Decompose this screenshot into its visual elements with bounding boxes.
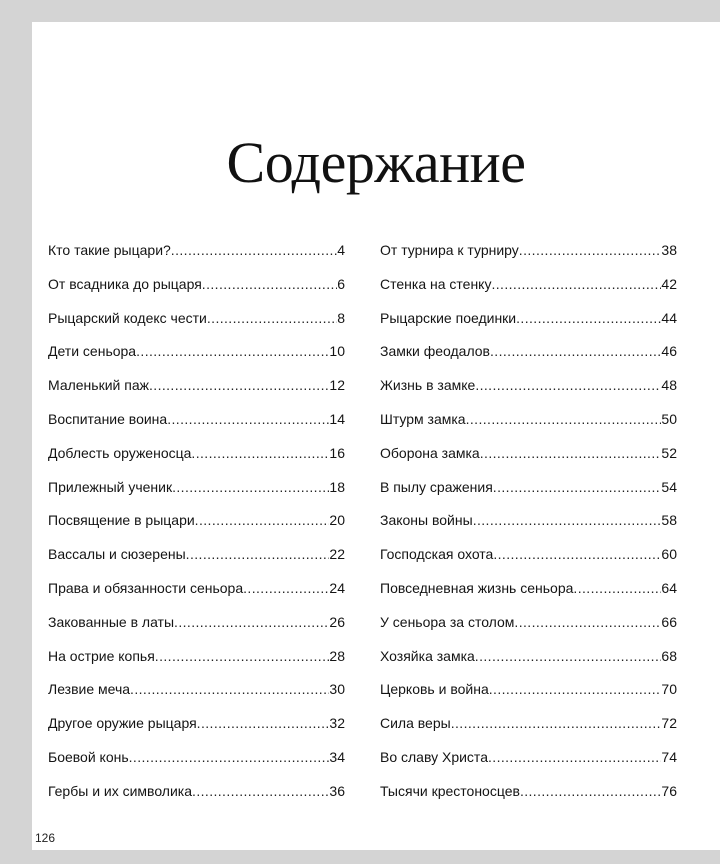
toc-entry-label: От всадника до рыцаря: [48, 275, 202, 292]
toc-entry[interactable]: [48, 640, 345, 674]
toc-entry[interactable]: [380, 437, 677, 471]
toc-entry[interactable]: [48, 268, 345, 302]
toc-entry-label: Воспитание воина: [48, 410, 168, 427]
toc-entry-label: Законы войны: [380, 512, 473, 529]
toc-leader-dots: [155, 640, 330, 674]
toc-entry[interactable]: [380, 775, 677, 809]
toc-entry-label: У сеньора за столом: [380, 613, 515, 630]
toc-leader-dots: [480, 437, 662, 471]
toc-entry-label: В пылу сражения: [380, 478, 493, 495]
toc-leader-dots: [489, 673, 662, 707]
toc-entry-label: Рыцарские поединки: [380, 309, 517, 326]
toc-entry-label: Вассалы и сюзерены: [48, 546, 186, 563]
toc-entry-label: Прилежный ученик: [48, 478, 173, 495]
toc-entry-label: Штурм замка: [380, 410, 466, 427]
toc-entry[interactable]: [48, 775, 345, 809]
toc-leader-dots: [174, 606, 329, 640]
toc-leader-dots: [186, 538, 330, 572]
toc-entry-page: 46: [661, 343, 677, 360]
toc-entry-page: 76: [661, 782, 677, 799]
toc-leader-dots: [451, 707, 662, 741]
toc-entry-label: На острие копья: [48, 647, 155, 664]
toc-entry-page: 4: [337, 242, 345, 258]
toc-entry[interactable]: [380, 335, 677, 369]
toc-entry-page: 32: [329, 715, 345, 732]
toc-entry[interactable]: [380, 504, 677, 538]
toc-leader-dots: [195, 504, 330, 538]
toc-entry[interactable]: [380, 673, 677, 707]
toc-entry-label: Маленький паж: [48, 377, 149, 394]
toc-leader-dots: [573, 572, 661, 606]
toc-entry-page: 24: [329, 579, 345, 596]
toc-entry[interactable]: [380, 234, 677, 268]
toc-entry-label: Стенка на стенку: [380, 275, 492, 292]
toc-entry[interactable]: [380, 707, 677, 741]
toc-entry-page: 14: [329, 410, 345, 427]
toc-right-column: [380, 234, 677, 809]
toc-entry-label: Другое оружие рыцаря: [48, 715, 197, 732]
toc-leader-dots: [197, 707, 330, 741]
toc-leader-dots: [202, 268, 337, 302]
toc-entry-label: Рыцарский кодекс чести: [48, 309, 207, 326]
toc-entry-page: 20: [329, 512, 345, 529]
toc-leader-dots: [129, 741, 330, 775]
toc-entry-label: Доблесть оруженосца: [48, 444, 192, 461]
toc-entry-page: 48: [661, 377, 677, 394]
toc-entry-page: 10: [329, 343, 345, 360]
toc-entry-label: Господская охота: [380, 546, 494, 563]
toc-leader-dots: [475, 369, 661, 403]
toc-left-column: [48, 234, 345, 809]
toc-entry[interactable]: [48, 538, 345, 572]
toc-entry[interactable]: [48, 234, 345, 268]
toc-leader-dots: [520, 775, 661, 809]
toc-leader-dots: [491, 268, 661, 302]
toc-entry-page: 74: [661, 748, 677, 765]
toc-leader-dots: [192, 775, 329, 809]
toc-entry-page: 26: [329, 613, 345, 630]
toc-leader-dots: [466, 403, 662, 437]
toc-entry[interactable]: [48, 471, 345, 505]
toc-entry-page: 70: [661, 681, 677, 698]
toc-entry[interactable]: [380, 403, 677, 437]
toc-entry[interactable]: [380, 572, 677, 606]
toc-entry-label: Тысячи крестоносцев: [380, 782, 520, 799]
toc-leader-dots: [519, 234, 662, 268]
book-page: [32, 22, 720, 850]
toc-entry-page: 8: [337, 309, 345, 326]
toc-entry[interactable]: [48, 437, 345, 471]
toc-entry-label: Закованные в латы: [48, 613, 175, 630]
toc-entry-label: Во славу Христа: [380, 748, 488, 765]
toc-entry-page: 50: [661, 410, 677, 427]
toc-entry[interactable]: [380, 606, 677, 640]
toc-entry-page: 42: [661, 275, 677, 292]
toc-entry-page: 60: [661, 546, 677, 563]
toc-entry-page: 16: [329, 444, 345, 461]
toc-entry-page: 66: [661, 613, 677, 630]
toc-entry-page: 52: [661, 444, 677, 461]
toc-entry-page: 68: [661, 647, 677, 664]
toc-leader-dots: [493, 471, 662, 505]
toc-leader-dots: [473, 504, 662, 538]
toc-entry[interactable]: [48, 403, 345, 437]
toc-entry-page: 64: [661, 579, 677, 596]
toc-entry[interactable]: [48, 741, 345, 775]
toc-leader-dots: [207, 302, 337, 336]
toc-leader-dots: [136, 335, 329, 369]
toc-entry[interactable]: [380, 302, 677, 336]
toc-entry[interactable]: [48, 707, 345, 741]
toc-entry-label: От турнира к турниру: [380, 242, 519, 258]
toc-leader-dots: [514, 606, 661, 640]
toc-leader-dots: [171, 234, 337, 268]
page-number: 126: [35, 831, 56, 845]
toc-entry[interactable]: [48, 606, 345, 640]
toc-entry-label: Хозяйка замка: [380, 647, 475, 664]
toc-entry-page: 22: [329, 546, 345, 563]
toc-entry-label: Оборона замка: [380, 444, 480, 461]
toc-entry[interactable]: [48, 572, 345, 606]
toc-leader-dots: [475, 640, 662, 674]
toc-leader-dots: [130, 673, 329, 707]
toc-entry[interactable]: [48, 302, 345, 336]
toc-leader-dots: [493, 538, 661, 572]
toc-entry[interactable]: [380, 268, 677, 302]
page-title: Содержание: [226, 130, 526, 195]
toc-entry[interactable]: [380, 471, 677, 505]
toc-entry[interactable]: [380, 538, 677, 572]
toc-entry-label: Повседневная жизнь сеньора: [380, 579, 574, 596]
toc-entry[interactable]: [380, 741, 677, 775]
toc-entry-page: 18: [329, 478, 345, 495]
toc-leader-dots: [167, 403, 329, 437]
toc-leader-dots: [516, 302, 661, 336]
toc-entry-label: Боевой конь: [48, 748, 129, 765]
toc-entry-page: 38: [661, 242, 677, 258]
toc-entry-page: 28: [329, 647, 345, 664]
toc-entry-label: Церковь и война: [380, 681, 489, 698]
toc-entry-page: 36: [329, 782, 345, 799]
toc-leader-dots: [243, 572, 329, 606]
toc-entry-page: 58: [661, 512, 677, 529]
toc-entry[interactable]: [48, 335, 345, 369]
toc-entry-page: 12: [329, 377, 345, 394]
toc-entry-page: 72: [661, 715, 677, 732]
toc-entry-page: 6: [337, 275, 345, 292]
toc-leader-dots: [191, 437, 329, 471]
toc-entry[interactable]: [48, 673, 345, 707]
toc-entry-page: 30: [329, 681, 345, 698]
toc-entry-label: Лезвие меча: [48, 681, 131, 698]
toc-entry-label: Жизнь в замке: [380, 377, 476, 394]
toc-entry-page: 34: [329, 748, 345, 765]
toc-entry-label: Гербы и их символика: [48, 782, 193, 799]
toc-leader-dots: [490, 335, 661, 369]
toc-entry[interactable]: [48, 504, 345, 538]
toc-leader-dots: [149, 369, 329, 403]
toc-entry-page: 44: [661, 309, 677, 326]
toc-entry[interactable]: [380, 369, 677, 403]
toc-entry-label: Сила веры: [380, 715, 451, 732]
toc-entry-label: Кто такие рыцари?: [48, 242, 171, 258]
toc-leader-dots: [172, 471, 329, 505]
toc-entry-label: Права и обязанности сеньора: [48, 579, 244, 596]
toc-entry-label: Дети сеньора: [48, 343, 137, 360]
toc-entry-label: Посвящение в рыцари: [48, 512, 195, 529]
toc-entry[interactable]: [380, 640, 677, 674]
toc-leader-dots: [488, 741, 661, 775]
toc-entry-label: Замки феодалов: [380, 343, 490, 360]
toc-entry[interactable]: [48, 369, 345, 403]
toc-entry-page: 54: [661, 478, 677, 495]
